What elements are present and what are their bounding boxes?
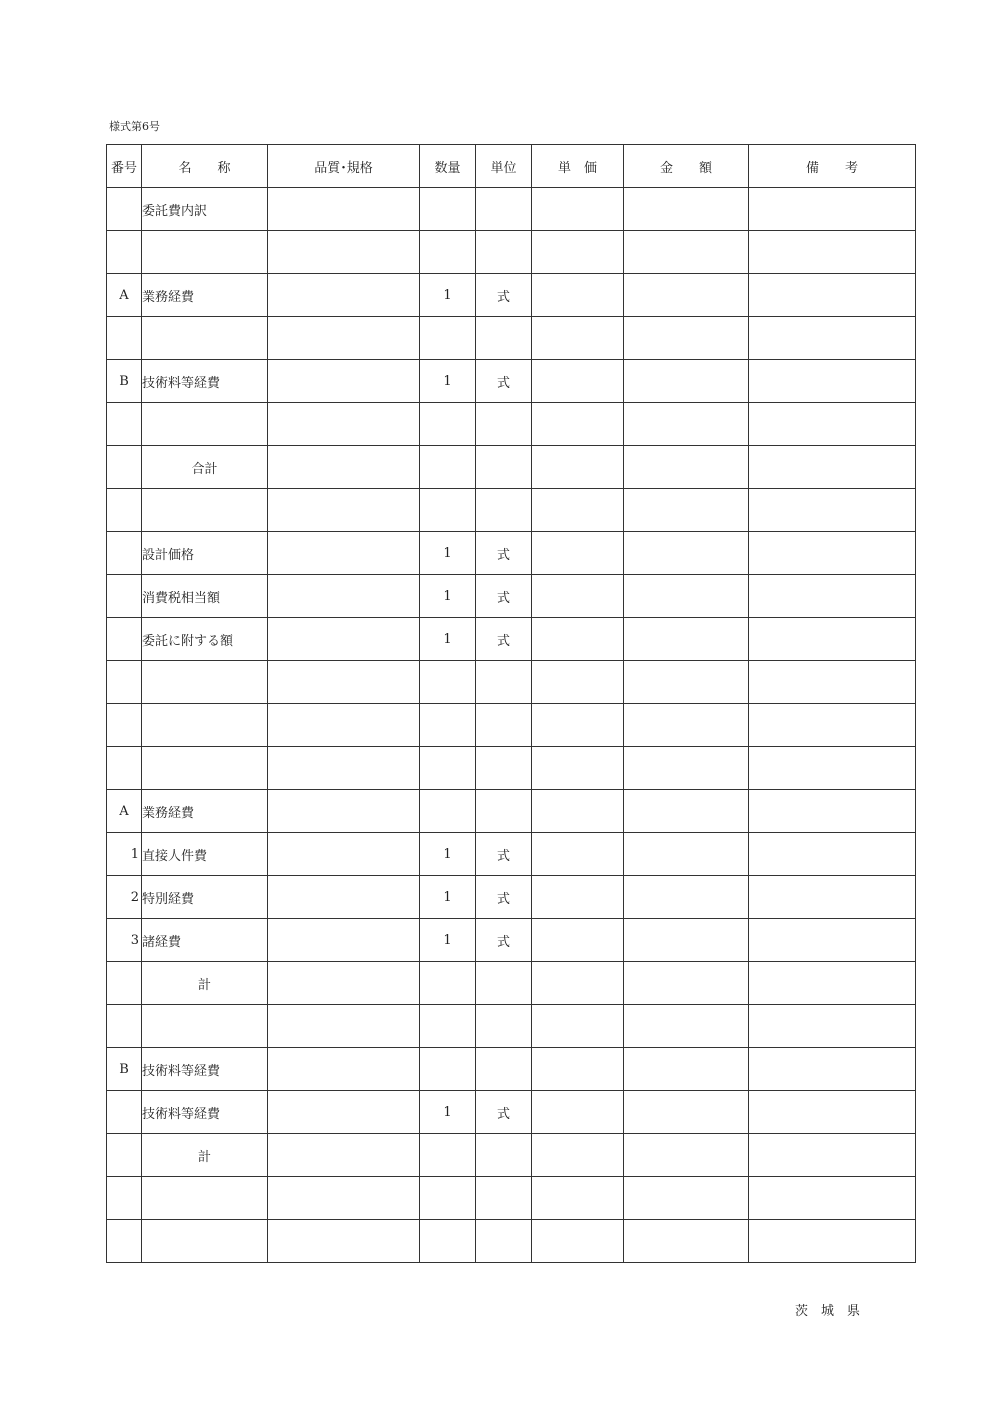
cell-spec: [268, 403, 420, 446]
cell-quantity: [420, 489, 476, 532]
cell-unit: 式: [476, 876, 532, 919]
cell-amount: [624, 188, 749, 231]
cell-remarks: [749, 1005, 916, 1048]
cell-unit-price: [532, 618, 624, 661]
cell-quantity: [420, 747, 476, 790]
cell-remarks: [749, 231, 916, 274]
header-quantity: 数量: [420, 145, 476, 188]
cell-name: 計: [142, 962, 268, 1005]
cell-number: [107, 231, 142, 274]
cell-spec: [268, 1005, 420, 1048]
table-row: [107, 317, 916, 360]
cell-name: 直接人件費: [142, 833, 268, 876]
cell-spec: [268, 575, 420, 618]
table-row: [107, 833, 916, 876]
cell-remarks: [749, 188, 916, 231]
cell-remarks: [749, 1134, 916, 1177]
cell-amount: [624, 790, 749, 833]
cell-amount: [624, 532, 749, 575]
table-row: [107, 274, 916, 317]
cell-remarks: [749, 1091, 916, 1134]
table-header-row: [107, 145, 916, 188]
cell-amount: [624, 833, 749, 876]
cell-name: [142, 403, 268, 446]
cell-quantity: 1: [420, 919, 476, 962]
header-spec: 品質･規格: [268, 145, 420, 188]
cell-unit-price: [532, 575, 624, 618]
cell-remarks: [749, 1048, 916, 1091]
cell-unit-price: [532, 1177, 624, 1220]
cell-spec: [268, 1091, 420, 1134]
cell-unit: 式: [476, 360, 532, 403]
cell-amount: [624, 962, 749, 1005]
cell-unit-price: [532, 1091, 624, 1134]
cell-name: 委託費内訳: [142, 188, 268, 231]
cell-unit: [476, 661, 532, 704]
cell-unit-price: [532, 747, 624, 790]
table-row: [107, 747, 916, 790]
cell-remarks: [749, 489, 916, 532]
cell-amount: [624, 747, 749, 790]
cell-spec: [268, 274, 420, 317]
table-row: [107, 360, 916, 403]
cell-number: 1: [107, 833, 142, 876]
cell-amount: [624, 704, 749, 747]
cost-breakdown-table: [106, 144, 916, 1263]
cell-number: [107, 1134, 142, 1177]
cell-spec: [268, 188, 420, 231]
cell-quantity: [420, 661, 476, 704]
cell-name: [142, 1220, 268, 1263]
cell-name: [142, 661, 268, 704]
cell-amount: [624, 403, 749, 446]
cell-name: [142, 1005, 268, 1048]
cell-amount: [624, 876, 749, 919]
cell-number: [107, 962, 142, 1005]
cell-unit-price: [532, 833, 624, 876]
cell-spec: [268, 1134, 420, 1177]
cell-name: 合計: [142, 446, 268, 489]
cell-unit: [476, 188, 532, 231]
cell-amount: [624, 446, 749, 489]
cell-quantity: 1: [420, 833, 476, 876]
cell-unit: 式: [476, 919, 532, 962]
cell-name: [142, 231, 268, 274]
cell-unit-price: [532, 188, 624, 231]
cell-unit: 式: [476, 274, 532, 317]
cell-number: B: [107, 360, 142, 403]
cell-number: [107, 446, 142, 489]
cell-remarks: [749, 1220, 916, 1263]
cell-unit-price: [532, 532, 624, 575]
cell-quantity: [420, 1220, 476, 1263]
cell-unit: 式: [476, 575, 532, 618]
cell-quantity: 1: [420, 618, 476, 661]
cell-amount: [624, 274, 749, 317]
cell-remarks: [749, 790, 916, 833]
cell-unit: [476, 1048, 532, 1091]
cell-remarks: [749, 962, 916, 1005]
cell-amount: [624, 1048, 749, 1091]
cell-unit-price: [532, 1048, 624, 1091]
cell-unit-price: [532, 1220, 624, 1263]
table-row: [107, 962, 916, 1005]
cell-unit: 式: [476, 618, 532, 661]
cell-quantity: [420, 188, 476, 231]
cell-number: [107, 489, 142, 532]
table-row: [107, 704, 916, 747]
cell-spec: [268, 360, 420, 403]
cell-name: [142, 704, 268, 747]
cell-number: A: [107, 274, 142, 317]
cell-unit-price: [532, 1005, 624, 1048]
cell-remarks: [749, 618, 916, 661]
cell-remarks: [749, 661, 916, 704]
cell-unit: [476, 704, 532, 747]
header-number: 番号: [107, 145, 142, 188]
cell-unit: [476, 747, 532, 790]
cell-name: 業務経費: [142, 274, 268, 317]
cell-unit-price: [532, 661, 624, 704]
form-number: 様式第6号: [109, 120, 160, 133]
table-row: [107, 231, 916, 274]
cell-spec: [268, 704, 420, 747]
cell-remarks: [749, 532, 916, 575]
cell-unit: [476, 317, 532, 360]
cell-unit: [476, 446, 532, 489]
table-row: [107, 1091, 916, 1134]
cell-spec: [268, 747, 420, 790]
table-row: [107, 1134, 916, 1177]
cell-spec: [268, 1048, 420, 1091]
cell-name: 特別経費: [142, 876, 268, 919]
cell-spec: [268, 489, 420, 532]
cell-remarks: [749, 360, 916, 403]
cell-spec: [268, 876, 420, 919]
cell-number: [107, 661, 142, 704]
table-row: [107, 575, 916, 618]
table-row: [107, 403, 916, 446]
cell-remarks: [749, 317, 916, 360]
cell-remarks: [749, 575, 916, 618]
cell-number: [107, 747, 142, 790]
cell-number: 2: [107, 876, 142, 919]
cell-quantity: 1: [420, 274, 476, 317]
cell-number: B: [107, 1048, 142, 1091]
cell-unit: [476, 231, 532, 274]
cell-number: [107, 1177, 142, 1220]
cell-unit-price: [532, 962, 624, 1005]
cell-name: 委託に附する額: [142, 618, 268, 661]
cell-quantity: 1: [420, 1091, 476, 1134]
cell-name: [142, 489, 268, 532]
cell-name: 諸経費: [142, 919, 268, 962]
cell-unit-price: [532, 360, 624, 403]
cell-remarks: [749, 919, 916, 962]
cell-unit-price: [532, 446, 624, 489]
cell-amount: [624, 661, 749, 704]
cell-name: 技術料等経費: [142, 360, 268, 403]
table-row: [107, 876, 916, 919]
table-row: [107, 919, 916, 962]
cell-number: [107, 188, 142, 231]
table-row: [107, 661, 916, 704]
cell-unit-price: [532, 274, 624, 317]
cell-spec: [268, 1220, 420, 1263]
cell-quantity: 1: [420, 532, 476, 575]
cell-name: 業務経費: [142, 790, 268, 833]
cell-remarks: [749, 446, 916, 489]
header-unit-price: 単 価: [532, 145, 624, 188]
cell-unit-price: [532, 317, 624, 360]
cell-unit-price: [532, 489, 624, 532]
cell-spec: [268, 962, 420, 1005]
cell-number: [107, 1091, 142, 1134]
cell-quantity: 1: [420, 360, 476, 403]
cell-unit: [476, 1220, 532, 1263]
cell-unit: 式: [476, 532, 532, 575]
cell-spec: [268, 661, 420, 704]
cell-unit: [476, 489, 532, 532]
cell-number: A: [107, 790, 142, 833]
table-row: [107, 790, 916, 833]
cell-remarks: [749, 747, 916, 790]
table-row: [107, 1048, 916, 1091]
cell-amount: [624, 1220, 749, 1263]
cell-unit: [476, 962, 532, 1005]
cell-amount: [624, 575, 749, 618]
table-row: [107, 618, 916, 661]
cell-quantity: [420, 446, 476, 489]
cell-quantity: [420, 1177, 476, 1220]
cell-unit: [476, 790, 532, 833]
cell-name: 技術料等経費: [142, 1048, 268, 1091]
cell-amount: [624, 231, 749, 274]
cell-remarks: [749, 1177, 916, 1220]
cell-unit-price: [532, 403, 624, 446]
header-unit: 単位: [476, 145, 532, 188]
cell-amount: [624, 1177, 749, 1220]
cell-number: [107, 532, 142, 575]
cell-unit-price: [532, 704, 624, 747]
cell-unit-price: [532, 790, 624, 833]
cell-quantity: [420, 403, 476, 446]
cell-quantity: [420, 1134, 476, 1177]
cell-unit: [476, 403, 532, 446]
table-row: [107, 1177, 916, 1220]
table-row: [107, 489, 916, 532]
cell-amount: [624, 1005, 749, 1048]
cell-number: 3: [107, 919, 142, 962]
cell-name: 設計価格: [142, 532, 268, 575]
cell-quantity: 1: [420, 575, 476, 618]
cell-remarks: [749, 403, 916, 446]
table-row: [107, 446, 916, 489]
cell-spec: [268, 919, 420, 962]
cell-spec: [268, 231, 420, 274]
cell-amount: [624, 618, 749, 661]
cell-number: [107, 1220, 142, 1263]
prefecture-name: 茨 城 県: [795, 1304, 861, 1319]
header-amount: 金 額: [624, 145, 749, 188]
cell-number: [107, 704, 142, 747]
cell-quantity: [420, 317, 476, 360]
cell-spec: [268, 618, 420, 661]
cell-amount: [624, 317, 749, 360]
cell-quantity: [420, 1048, 476, 1091]
cell-name: 消費税相当額: [142, 575, 268, 618]
cell-unit: [476, 1177, 532, 1220]
cell-spec: [268, 833, 420, 876]
cell-unit-price: [532, 876, 624, 919]
cell-spec: [268, 1177, 420, 1220]
table-row: [107, 532, 916, 575]
cell-name: [142, 1177, 268, 1220]
table-row: [107, 188, 916, 231]
cell-name: [142, 747, 268, 790]
cell-spec: [268, 532, 420, 575]
cell-unit-price: [532, 919, 624, 962]
table-row: [107, 1220, 916, 1263]
table-row: [107, 1005, 916, 1048]
cell-remarks: [749, 833, 916, 876]
cell-amount: [624, 919, 749, 962]
cell-quantity: [420, 704, 476, 747]
cell-unit-price: [532, 1134, 624, 1177]
header-remarks: 備 考: [749, 145, 916, 188]
cell-remarks: [749, 274, 916, 317]
cell-unit: 式: [476, 1091, 532, 1134]
cell-number: [107, 575, 142, 618]
cell-quantity: 1: [420, 876, 476, 919]
cell-unit: [476, 1005, 532, 1048]
cell-spec: [268, 790, 420, 833]
cell-amount: [624, 1091, 749, 1134]
cell-amount: [624, 489, 749, 532]
cell-unit: [476, 1134, 532, 1177]
cell-name: [142, 317, 268, 360]
cell-number: [107, 618, 142, 661]
cell-quantity: [420, 790, 476, 833]
cell-unit: 式: [476, 833, 532, 876]
cell-name: 計: [142, 1134, 268, 1177]
cell-quantity: [420, 231, 476, 274]
cell-number: [107, 317, 142, 360]
header-name: 名 称: [142, 145, 268, 188]
cell-quantity: [420, 962, 476, 1005]
cell-remarks: [749, 876, 916, 919]
cell-number: [107, 1005, 142, 1048]
cell-amount: [624, 360, 749, 403]
cell-name: 技術料等経費: [142, 1091, 268, 1134]
cell-spec: [268, 317, 420, 360]
cell-remarks: [749, 704, 916, 747]
cell-unit-price: [532, 231, 624, 274]
cell-number: [107, 403, 142, 446]
cell-spec: [268, 446, 420, 489]
cell-quantity: [420, 1005, 476, 1048]
cell-amount: [624, 1134, 749, 1177]
